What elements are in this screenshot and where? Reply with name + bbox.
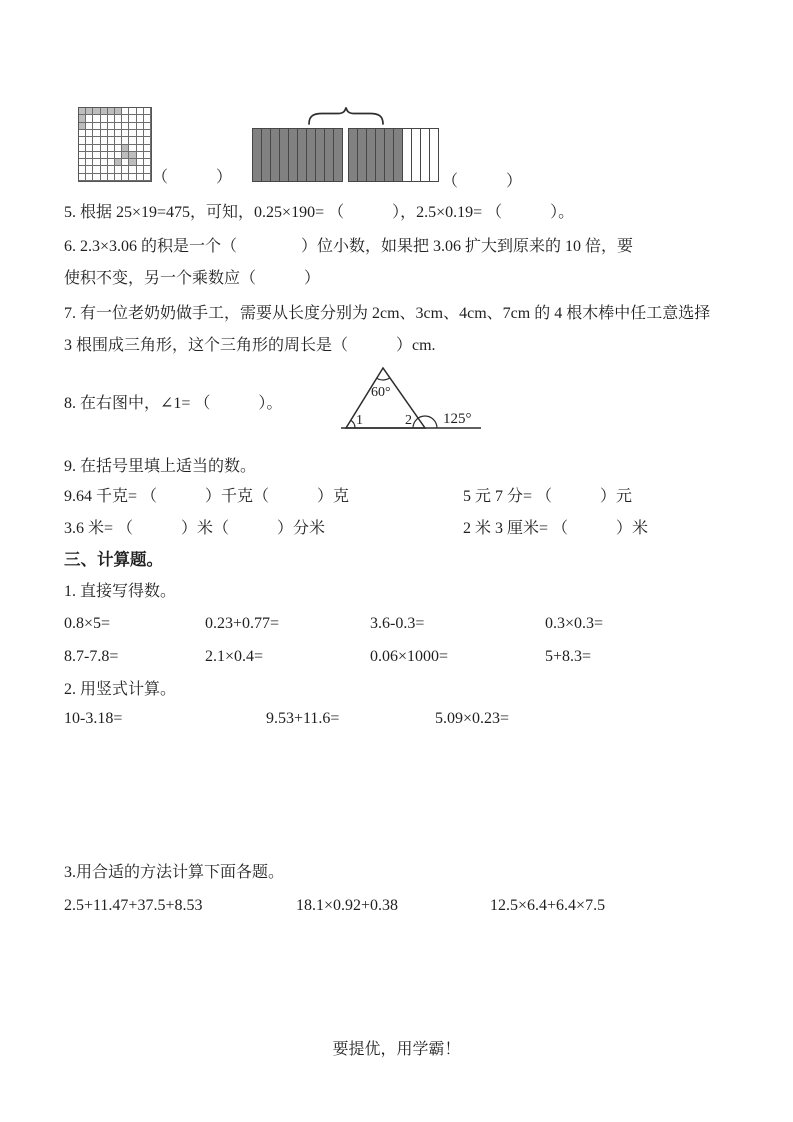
question-7-line2: 3 根围成三角形，这个三角形的周长是（ ）cm. — [64, 337, 436, 354]
grid-cell — [115, 123, 122, 130]
grid-cell — [86, 166, 93, 173]
grid-cell — [129, 137, 136, 144]
grid-cell — [79, 174, 86, 181]
question-6-line1: 6. 2.3×3.06 的积是一个（ ）位小数，如果把 3.06 扩大到原来的 10 倍，要 — [64, 238, 634, 255]
grid-cell — [86, 137, 93, 144]
grid-cell — [93, 108, 100, 115]
grid-cell — [137, 152, 144, 159]
grid-cell — [93, 159, 100, 166]
grid-cell — [108, 137, 115, 144]
grid-cell — [93, 166, 100, 173]
grid-cell — [144, 145, 151, 152]
strip-cell — [307, 129, 316, 181]
grid-cell — [101, 152, 108, 159]
grid-cell — [122, 108, 129, 115]
question-9-row2-right: 2 米 3 厘米= （ ）米 — [463, 520, 649, 537]
strip-cell — [289, 129, 298, 181]
grid-cell — [137, 159, 144, 166]
question-7-line1: 7. 有一位老奶奶做手工，需要从长度分别为 2cm、3cm、4cm、7cm 的 4 根木棒中任工意选择 — [64, 305, 711, 322]
grid-cell — [93, 145, 100, 152]
hundred-grid-figure — [78, 107, 152, 182]
triangle-figure — [333, 358, 485, 438]
mental-math-item: 2.1×0.4= — [205, 648, 264, 665]
vertical-calc-item: 10-3.18= — [64, 710, 123, 727]
grid-cell — [79, 108, 86, 115]
strip-cell — [394, 129, 403, 181]
grid-cell — [86, 159, 93, 166]
mental-math-item: 0.23+0.77= — [205, 615, 280, 632]
grid-cell — [122, 159, 129, 166]
grid-cell — [93, 115, 100, 122]
page-footer-slogan: 要提优，用学霸！ — [332, 1041, 461, 1058]
strip-cell — [412, 129, 421, 181]
grid-cell — [115, 166, 122, 173]
grid-cell — [144, 174, 151, 181]
grid-cell — [122, 174, 129, 181]
grid-cell — [108, 108, 115, 115]
section-3-sub1-title: 1. 直接写得数。 — [64, 583, 177, 600]
grid-cell — [79, 123, 86, 130]
grid-cell — [122, 123, 129, 130]
grid-cell — [101, 145, 108, 152]
grid-cell — [122, 130, 129, 137]
grid-cell — [93, 152, 100, 159]
grid-cell — [79, 159, 86, 166]
grid-cell — [101, 115, 108, 122]
grid-cell — [137, 115, 144, 122]
strip-cell — [376, 129, 385, 181]
grid-cell — [79, 137, 86, 144]
question-8: 8. 在右图中，∠1= （ ）。 — [64, 395, 283, 412]
strip-cell — [403, 129, 412, 181]
triangle-angle2-label: 2 — [405, 413, 412, 428]
grid-cell — [93, 137, 100, 144]
grid-cell — [129, 123, 136, 130]
question-9-row1-right: 5 元 7 分= （ ）元 — [463, 488, 633, 505]
grid-cell — [115, 130, 122, 137]
strip-rect-1 — [252, 128, 343, 182]
grid-cell — [122, 115, 129, 122]
grid-cell — [144, 130, 151, 137]
grid-cell — [108, 123, 115, 130]
grid-cell — [137, 145, 144, 152]
section-3-sub3-title: 3.用合适的方法计算下面各题。 — [64, 864, 285, 881]
question-9-title: 9. 在括号里填上适当的数。 — [64, 458, 257, 475]
strip-answer-blank: （ ） — [442, 173, 523, 190]
grid-cell — [137, 174, 144, 181]
strip-cell — [367, 129, 376, 181]
mental-math-item: 3.6-0.3= — [370, 615, 425, 632]
grid-cell — [115, 174, 122, 181]
grid-cell — [137, 166, 144, 173]
smart-calc-item: 2.5+11.47+37.5+8.53 — [64, 897, 203, 914]
grid-cell — [108, 145, 115, 152]
strip-cell — [430, 129, 438, 181]
strip-cell — [334, 129, 342, 181]
grid-cell — [86, 123, 93, 130]
section-3-sub2-title: 2. 用竖式计算。 — [64, 681, 177, 698]
grid-cell — [122, 137, 129, 144]
grid-cell — [79, 166, 86, 173]
grid-cell — [122, 152, 129, 159]
grid-cell — [79, 152, 86, 159]
grid-cell — [144, 159, 151, 166]
grid-cell — [86, 130, 93, 137]
mental-math-item: 0.8×5= — [64, 615, 111, 632]
grid-cell — [115, 137, 122, 144]
mental-math-item: 0.3×0.3= — [545, 615, 604, 632]
grid-cell — [101, 123, 108, 130]
grid-cell — [101, 137, 108, 144]
grid-cell — [129, 174, 136, 181]
grid-cell — [86, 174, 93, 181]
triangle-exterior-angle-label: 125° — [443, 411, 472, 427]
grid-cell — [129, 108, 136, 115]
question-9-row2-left: 3.6 米= （ ）米（ ）分米 — [64, 520, 326, 537]
grid-cell — [86, 115, 93, 122]
grid-cell — [108, 166, 115, 173]
grid-cell — [86, 152, 93, 159]
grid-cell — [115, 152, 122, 159]
question-5: 5. 根据 25×19=475，可知，0.25×190= （ ），2.5×0.19= （ ）。 — [64, 204, 575, 221]
grid-cell — [108, 159, 115, 166]
grid-cell — [93, 174, 100, 181]
grid-cell — [108, 130, 115, 137]
grid-cell — [137, 123, 144, 130]
grid-cell — [115, 108, 122, 115]
mental-math-item: 0.06×1000= — [370, 648, 449, 665]
strip-cell — [262, 129, 271, 181]
grid-cell — [137, 137, 144, 144]
grid-cell — [122, 145, 129, 152]
strip-cell — [316, 129, 325, 181]
grid-cell — [144, 166, 151, 173]
over-brace-icon — [306, 106, 386, 126]
strip-cell — [325, 129, 334, 181]
smart-calc-item: 12.5×6.4+6.4×7.5 — [490, 897, 606, 914]
grid-cell — [101, 166, 108, 173]
grid-cell — [115, 159, 122, 166]
grid-answer-blank: （ ） — [152, 169, 233, 186]
grid-cell — [115, 115, 122, 122]
grid-cell — [93, 123, 100, 130]
grid-cell — [79, 115, 86, 122]
grid-cell — [137, 130, 144, 137]
grid-cell — [129, 166, 136, 173]
grid-cell — [144, 137, 151, 144]
grid-cell — [108, 174, 115, 181]
strip-cell — [421, 129, 430, 181]
grid-cell — [144, 108, 151, 115]
question-6-line2: 使积不变，另一个乘数应（ ） — [64, 270, 321, 287]
strip-cell — [253, 129, 262, 181]
strip-cell — [280, 129, 289, 181]
grid-cell — [129, 159, 136, 166]
vertical-calc-item: 5.09×0.23= — [435, 710, 510, 727]
strip-cell — [298, 129, 307, 181]
triangle-angle1-label: 1 — [356, 413, 363, 428]
grid-cell — [86, 145, 93, 152]
grid-cell — [93, 130, 100, 137]
grid-cell — [122, 166, 129, 173]
grid-cell — [86, 108, 93, 115]
strip-cell — [349, 129, 358, 181]
strip-cell — [385, 129, 394, 181]
grid-cell — [79, 130, 86, 137]
grid-cell — [137, 108, 144, 115]
grid-cell — [129, 115, 136, 122]
grid-cell — [79, 145, 86, 152]
strip-cell — [358, 129, 367, 181]
grid-cell — [144, 123, 151, 130]
mental-math-item: 8.7-7.8= — [64, 648, 119, 665]
smart-calc-item: 18.1×0.92+0.38 — [296, 897, 399, 914]
grid-cell — [129, 152, 136, 159]
grid-cell — [129, 145, 136, 152]
grid-cell — [101, 159, 108, 166]
grid-cell — [144, 115, 151, 122]
grid-cell — [115, 145, 122, 152]
grid-cell — [108, 115, 115, 122]
section-3-title: 三、计算题。 — [64, 550, 163, 569]
grid-cell — [101, 108, 108, 115]
strip-rect-2 — [348, 128, 439, 182]
grid-cell — [108, 152, 115, 159]
question-9-row1-left: 9.64 千克= （ ）千克（ ）克 — [64, 488, 350, 505]
grid-cell — [101, 130, 108, 137]
grid-cell — [144, 152, 151, 159]
grid-cell — [129, 130, 136, 137]
mental-math-item: 5+8.3= — [545, 648, 592, 665]
vertical-calc-item: 9.53+11.6= — [266, 710, 340, 727]
strip-cell — [271, 129, 280, 181]
triangle-apex-angle-label: 60° — [371, 385, 391, 400]
grid-cell — [101, 174, 108, 181]
